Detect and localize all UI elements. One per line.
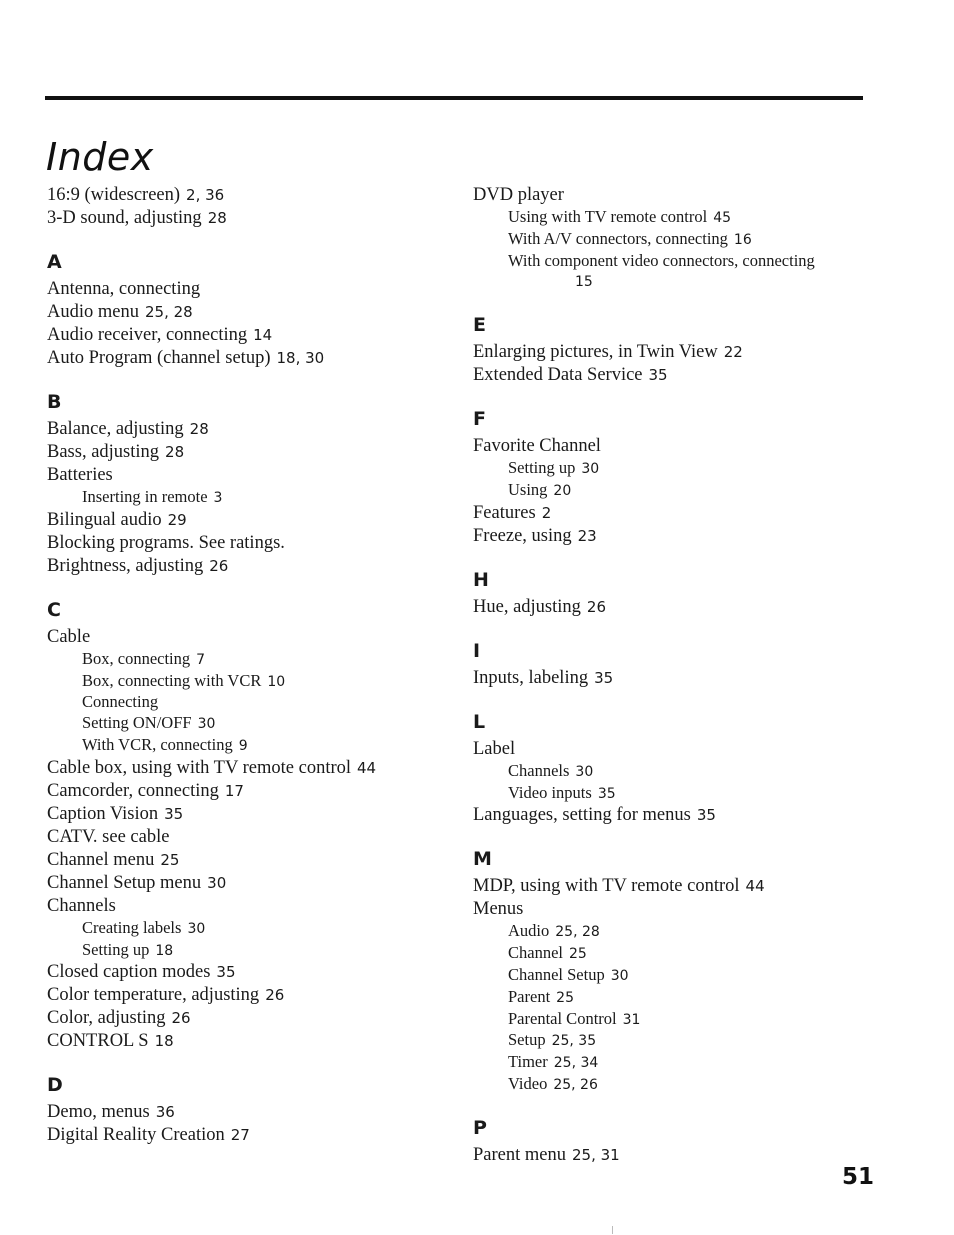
index-subentry: [47, 940, 447, 962]
entry-page-numbers: 17: [224, 781, 244, 800]
index-subentry: [473, 965, 873, 987]
edge-mark: [612, 1226, 613, 1234]
page-title: Index: [46, 135, 154, 180]
entry-page-numbers: 18, 30: [276, 349, 325, 367]
index-column-left: [47, 184, 447, 1147]
entry-text: With VCR, connecting: [82, 734, 233, 754]
index-entry: [47, 803, 447, 826]
index-subentry: [473, 921, 873, 943]
index-entry: [473, 667, 873, 690]
index-entry: [473, 341, 873, 364]
entry-text: Channel: [508, 943, 563, 963]
entry-text: Brightness, adjusting: [47, 555, 204, 576]
index-entry: [47, 1007, 447, 1030]
index-subentry: [473, 251, 873, 272]
entry-page-numbers: 23: [577, 526, 597, 545]
index-subentry: [473, 229, 873, 251]
entry-text: Freeze, using: [473, 525, 572, 546]
entry-text: Channel Setup: [508, 964, 605, 984]
entry-text: Extended Data Service: [473, 365, 643, 386]
index-letter-heading: A: [47, 251, 62, 273]
entry-text: DVD player: [473, 185, 564, 205]
entry-page-numbers: 35: [597, 785, 616, 802]
index-entry: [47, 895, 447, 918]
entry-text: MDP, using with TV remote control: [473, 876, 740, 897]
entry-text: Antenna, connecting: [47, 279, 201, 299]
index-column-right: [473, 184, 873, 1167]
entry-text: Box, connecting: [82, 648, 191, 668]
entry-page-numbers: 30: [187, 920, 206, 937]
index-entry: [47, 347, 447, 370]
entry-text: Hue, adjusting: [473, 596, 581, 617]
entry-page-numbers: 26: [171, 1009, 191, 1028]
entry-page-numbers: 44: [357, 758, 377, 777]
index-subentry: [473, 271, 873, 293]
entry-page-numbers: 31: [622, 1011, 641, 1028]
entry-text: Box, connecting with VCR: [82, 670, 262, 690]
entry-text: Enlarging pictures, in Twin View: [473, 342, 718, 363]
index-entry: [47, 464, 447, 487]
index-entry: [473, 364, 873, 387]
entry-text: Using: [508, 479, 548, 499]
entry-page-numbers: 28: [207, 209, 227, 227]
entry-page-numbers: 45: [713, 210, 732, 226]
index-entry: [47, 849, 447, 872]
entry-page-numbers: 35: [696, 806, 716, 825]
entry-text: Setting up: [82, 939, 150, 959]
entry-text: Inputs, labeling: [473, 667, 589, 688]
entry-text: Video: [508, 1073, 548, 1093]
entry-text: Balance, adjusting: [47, 419, 184, 439]
index-entry: [47, 757, 447, 780]
index-letter-heading: P: [473, 1116, 487, 1139]
entry-text: CATV. see cable: [47, 826, 170, 847]
entry-page-numbers: 35: [648, 366, 668, 385]
index-entry: [47, 1124, 447, 1147]
entry-page-numbers: 14: [253, 326, 273, 344]
entry-page-numbers: 25, 31: [572, 1145, 620, 1164]
entry-page-numbers: 22: [723, 343, 743, 362]
entry-text: Cable: [47, 626, 91, 647]
index-letter-heading: L: [473, 710, 486, 733]
index-letter-heading: H: [473, 568, 489, 591]
index-entry: [47, 301, 447, 324]
entry-text: Languages, setting for menus: [473, 805, 691, 826]
entry-page-numbers: 10: [267, 673, 286, 690]
index-letter-heading: M: [473, 848, 492, 871]
entry-text: Parent: [508, 986, 551, 1006]
index-subentry: [47, 735, 447, 757]
entry-text: Setting up: [508, 458, 576, 478]
index-entry: [47, 509, 447, 532]
entry-page-numbers: 35: [164, 804, 184, 823]
entry-page-numbers: 30: [581, 461, 600, 478]
index-entry: [47, 626, 447, 649]
entry-page-numbers: 28: [189, 420, 209, 438]
entry-text: Channel Setup menu: [47, 872, 202, 893]
entry-page-numbers: 16: [733, 231, 752, 248]
entry-page-numbers: 29: [167, 510, 187, 529]
entry-text: CONTROL S: [47, 1031, 149, 1052]
entry-text: Creating labels: [82, 917, 182, 937]
entry-text: Inserting in remote: [82, 487, 208, 506]
entry-text: Auto Program (channel setup): [47, 348, 271, 368]
index-subentry: [473, 783, 873, 805]
entry-text: Color, adjusting: [47, 1008, 166, 1029]
index-entry: [47, 324, 447, 347]
entry-text: Blocking programs. See ratings.: [47, 532, 285, 553]
index-entry: [473, 502, 873, 525]
index-entry: [473, 804, 873, 827]
entry-page-numbers: 25, 35: [551, 1033, 597, 1050]
entry-text: 16:9 (widescreen): [47, 185, 181, 205]
index-subentry: [473, 480, 873, 502]
index-entry: [473, 1144, 873, 1167]
entry-page-numbers: 25: [556, 989, 574, 1006]
index-entry: [47, 441, 447, 464]
index-subentry: [473, 761, 873, 783]
entry-text: Audio receiver, connecting: [47, 325, 248, 345]
index-subentry: [473, 1074, 873, 1096]
entry-text: Favorite Channel: [473, 436, 601, 457]
entry-page-numbers: 25: [160, 850, 180, 869]
entry-page-numbers: 25: [569, 946, 587, 963]
entry-text: Setup: [508, 1030, 546, 1050]
entry-page-numbers: 9: [238, 737, 248, 754]
entry-text: Connecting: [82, 692, 159, 712]
index-entry: [47, 780, 447, 803]
entry-text: Closed caption modes: [47, 962, 211, 983]
index-letter-heading: C: [47, 598, 61, 621]
index-entry: [47, 418, 447, 441]
entry-page-numbers: 25, 28: [555, 924, 600, 941]
index-subentry: [473, 987, 873, 1009]
index-entry: [47, 984, 447, 1007]
entry-text: With A/V connectors, connecting: [508, 228, 728, 248]
entry-page-numbers: 30: [575, 763, 594, 780]
entry-text: Channel menu: [47, 849, 155, 870]
index-entry: [47, 961, 447, 984]
entry-page-numbers: 26: [586, 597, 606, 616]
index-subentry: [47, 713, 447, 735]
entry-page-numbers: 25, 26: [553, 1076, 598, 1093]
index-entry: [473, 875, 873, 898]
index-letter-heading: D: [47, 1074, 63, 1097]
entry-text: Bilingual audio: [47, 509, 162, 530]
index-entry: [473, 738, 873, 761]
index-entry: [473, 435, 873, 458]
index-entry: [47, 278, 447, 301]
header-rule: [45, 96, 863, 100]
entry-page-numbers: 44: [745, 877, 765, 896]
index-entry: [47, 1030, 447, 1053]
entry-page-numbers: 26: [265, 986, 285, 1005]
entry-text: Camcorder, connecting: [47, 780, 219, 801]
index-letter-heading: B: [47, 391, 62, 413]
index-subentry: [47, 692, 447, 713]
entry-page-numbers: 30: [197, 716, 216, 733]
entry-page-numbers: 27: [230, 1126, 250, 1145]
entry-page-numbers: 36: [155, 1103, 175, 1122]
entry-text: Digital Reality Creation: [47, 1125, 225, 1146]
index-subentry: [473, 1009, 873, 1031]
entry-page-numbers: 35: [594, 668, 614, 687]
entry-text: Audio menu: [47, 302, 139, 322]
entry-text: Demo, menus: [47, 1102, 150, 1123]
entry-text: Parental Control: [508, 1008, 617, 1028]
index-entry: [47, 184, 447, 207]
entry-page-numbers: 3: [213, 490, 223, 506]
index-subentry: [473, 1030, 873, 1052]
index-entry: [47, 532, 447, 555]
entry-text: With component video connectors, connecting: [508, 250, 815, 270]
entry-text: Video inputs: [508, 782, 592, 802]
entry-page-numbers: 2, 36: [186, 186, 225, 204]
index-entry: [47, 826, 447, 849]
index-entry: [47, 1101, 447, 1124]
index-subentry: [473, 458, 873, 480]
entry-page-numbers: 25, 34: [553, 1055, 599, 1072]
entry-text: Bass, adjusting: [47, 442, 160, 462]
index-entry: [47, 555, 447, 578]
index-subentry: [473, 943, 873, 965]
entry-text: Features: [473, 502, 536, 523]
entry-text: Audio: [508, 921, 550, 941]
entry-text: Using with TV remote control: [508, 207, 708, 226]
entry-page-numbers: 18: [154, 1032, 174, 1051]
index-entry: [473, 898, 873, 921]
entry-page-numbers: 18: [155, 942, 174, 959]
index-entry: [47, 207, 447, 230]
entry-page-numbers: 20: [553, 482, 572, 499]
entry-text: Label: [473, 738, 516, 759]
entry-text: Channels: [47, 895, 116, 916]
entry-text: Setting ON/OFF: [82, 713, 192, 733]
entry-page-numbers: 25, 28: [144, 303, 193, 321]
index-entry: [473, 596, 873, 619]
index-subentry: [47, 649, 447, 671]
entry-page-numbers: 15: [575, 274, 593, 291]
entry-page-numbers: 7: [196, 651, 206, 668]
index-subentry: [47, 671, 447, 693]
entry-page-numbers: 35: [216, 963, 236, 982]
index-entry: [473, 184, 873, 207]
index-letter-heading: F: [473, 408, 486, 431]
entry-text: Batteries: [47, 465, 113, 485]
entry-page-numbers: 28: [165, 443, 185, 461]
entry-text: Color temperature, adjusting: [47, 985, 260, 1006]
entry-page-numbers: 30: [207, 873, 227, 892]
entry-text: Cable box, using with TV remote control: [47, 757, 352, 778]
index-letter-heading: I: [473, 639, 481, 662]
index-subentry: [47, 487, 447, 509]
entry-text: Parent menu: [473, 1144, 566, 1165]
entry-text: Caption Vision: [47, 803, 159, 824]
entry-text: Channels: [508, 760, 570, 780]
entry-page-numbers: 2: [541, 503, 552, 522]
index-entry: [47, 872, 447, 895]
index-entry: [473, 525, 873, 548]
entry-page-numbers: 26: [209, 556, 229, 575]
index-subentry: [473, 1052, 873, 1074]
entry-text: Menus: [473, 899, 524, 920]
entry-text: Timer: [508, 1052, 548, 1072]
entry-page-numbers: 30: [610, 967, 629, 984]
index-subentry: [473, 207, 873, 229]
index-letter-heading: E: [473, 314, 486, 337]
page-number: 51: [842, 1164, 875, 1190]
entry-text: 3-D sound, adjusting: [47, 208, 202, 228]
index-subentry: [47, 918, 447, 940]
